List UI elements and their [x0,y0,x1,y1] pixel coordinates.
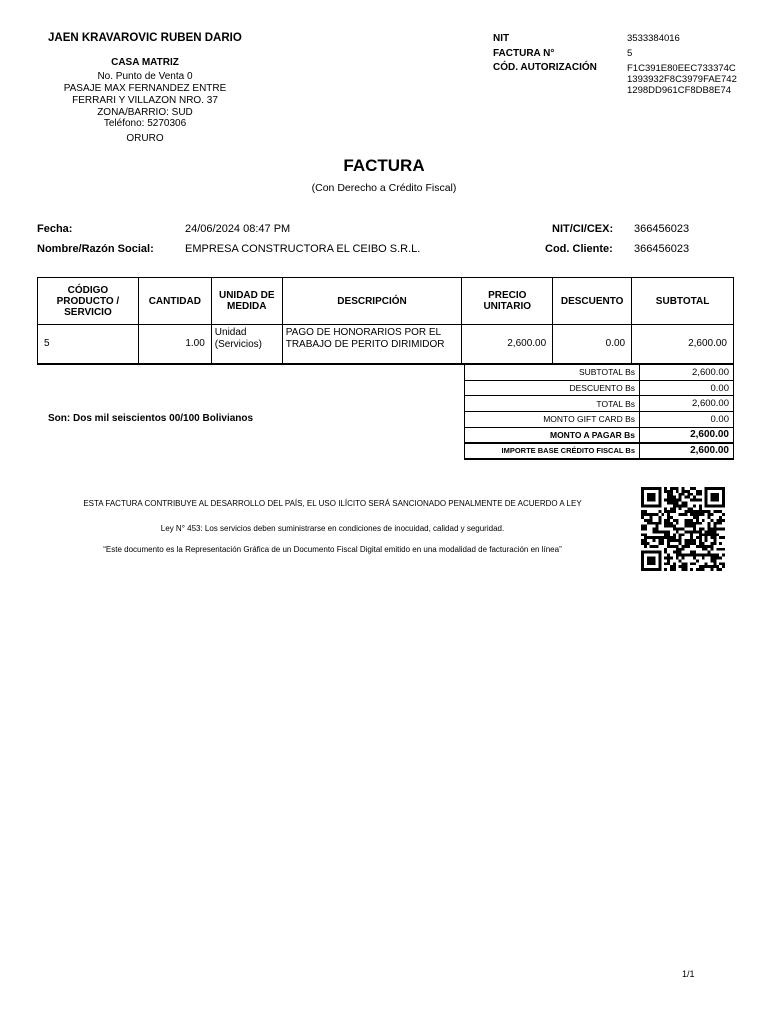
issuer-zone: ZONA/BARRIO: SUD [97,107,193,118]
legal-notice-1: ESTA FACTURA CONTRIBUYE AL DESARROLLO DEL PAÍS, EL USO ILÍCITO SERÁ SANCIONADO PENALMENTE DE ACUERDO A LEY [83,499,582,508]
issuer-details [40,57,250,145]
totals-value: 2,600.00 [640,443,734,459]
page-number: 1/1 [682,969,695,979]
client-nit-label: NIT/CI/CEX: [552,223,614,235]
invoice-number-value: 5 [627,47,633,59]
totals-label: MONTO GIFT CARD Bs [465,412,640,428]
totals-value: 2,600.00 [640,396,734,412]
invoice-number-label: FACTURA N° [493,47,555,59]
divider [37,364,464,365]
issuer-name: JAEN KRAVAROVIC RUBEN DARIO [48,32,242,44]
client-nit-value: 366456023 [634,223,690,235]
nit-label: NIT [493,33,510,44]
issuer-branch: CASA MATRIZ [111,57,179,68]
col-unit: UNIDAD DE MEDIDA [211,278,282,325]
totals-table [464,364,734,460]
totals-value: 2,600.00 [640,365,734,381]
legal-notice-3: “Este documento es la Representación Gráfica de un Documento Fiscal Digital emitido en una modalidad de facturación en línea” [103,545,562,554]
item-description: PAGO DE HONORARIOS POR EL TRABAJO DE PERITO DIRIMIDOR [282,325,462,364]
col-quantity: CANTIDAD [138,278,211,325]
document-subtitle: (Con Derecho a Crédito Fiscal) [311,182,457,194]
items-header-row [38,278,734,325]
item-discount: 0.00 [553,325,632,364]
item-code: 5 [38,325,139,364]
totals-value: 2,600.00 [640,427,734,443]
totals-row-discount [465,380,734,396]
date-label: Fecha: [37,223,73,235]
col-subtotal: SUBTOTAL [632,278,734,325]
totals-label: IMPORTE BASE CRÉDITO FISCAL Bs [465,443,640,459]
issuer-address-line1: PASAJE MAX FERNANDEZ ENTRE [63,83,227,94]
issuer-phone: Teléfono: 5270306 [103,118,187,129]
items-table [37,277,734,364]
legal-notice-2: Ley N° 453: Los servicios deben suministrarse en condiciones de inocuidad, calidad y seguridad. [160,524,505,533]
date-value: 24/06/2024 08:47 PM [185,223,291,235]
item-unit-price: 2,600.00 [462,325,553,364]
col-unit-price: PRECIO UNITARIO [462,278,553,325]
totals-row-subtotal [465,365,734,381]
authorization-label: CÓD. AUTORIZACIÓN [493,62,597,73]
header-labels [493,32,597,76]
client-code-label: Cod. Cliente: [545,243,613,255]
authorization-code: F1C391E80EEC733374C1393932F8C3979FAE7421298DD961CF8DB8E74 [627,63,737,96]
col-discount: DESCUENTO [553,278,632,325]
totals-label: SUBTOTAL Bs [465,365,640,381]
col-description: DESCRIPCIÓN [282,278,462,325]
issuer-address-line2: FERRARI Y VILLAZON NRO. 37 [72,95,218,106]
header-values [627,32,737,96]
item-quantity: 1.00 [138,325,211,364]
nit-value: 3533384016 [627,33,680,44]
totals-row-gift-card [465,412,734,428]
item-unit: Unidad (Servicios) [211,325,282,364]
issuer-city: ORURO [126,133,164,144]
issuer-point-of-sale: No. Punto de Venta 0 [97,71,193,82]
document-title: FACTURA [343,156,425,175]
totals-label: TOTAL Bs [465,396,640,412]
totals-row-total [465,396,734,412]
table-row [38,325,734,364]
totals-row-tax-base [465,443,734,459]
qr-code-icon [641,487,725,571]
client-name-label: Nombre/Razón Social: [37,243,154,255]
col-code: CÓDIGO PRODUCTO / SERVICIO [38,278,139,325]
totals-value: 0.00 [640,380,734,396]
client-code-value: 366456023 [634,243,690,255]
client-name-value: EMPRESA CONSTRUCTORA EL CEIBO S.R.L. [185,243,421,255]
totals-label: DESCUENTO Bs [465,380,640,396]
amount-in-words: Son: Dos mil seiscientos 00/100 Bolivianos [48,413,254,424]
totals-value: 0.00 [640,412,734,428]
totals-label: MONTO A PAGAR Bs [465,427,640,443]
item-subtotal: 2,600.00 [632,325,734,364]
totals-row-amount-due [465,427,734,443]
